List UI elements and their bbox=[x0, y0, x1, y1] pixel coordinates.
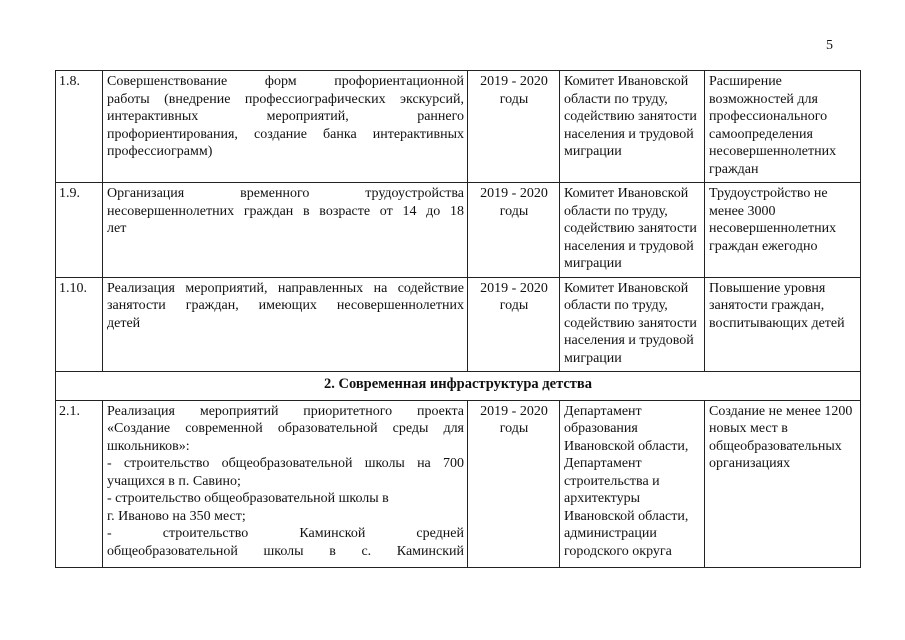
item-period: 2019 - 2020 годы bbox=[468, 71, 560, 183]
description-line: работы (внедрение профессиографических экскурсий, bbox=[107, 91, 464, 107]
item-result: Расширение возможностей для профессионального самоопределения несовершеннолетних граждан bbox=[705, 71, 861, 183]
description-line: «Создание современной образовательной среды для bbox=[107, 421, 464, 436]
item-number: 2.1. bbox=[56, 400, 103, 567]
section-title: 2. Современная инфраструктура детства bbox=[56, 372, 861, 401]
section-header-row bbox=[56, 372, 861, 401]
description-line: г. Иваново на 350 мест; bbox=[107, 508, 246, 524]
item-period: 2019 - 2020 годы bbox=[468, 183, 560, 278]
table-row bbox=[56, 277, 861, 372]
item-organization: Комитет Ивановской области по труду, содействию занятости населения и трудовой миграции bbox=[560, 71, 705, 183]
table-row bbox=[56, 400, 861, 567]
description-line: - строительство общеобразовательной школы в bbox=[107, 491, 389, 506]
item-result: Трудоустройство не менее 3000 несовершеннолетних граждан ежегодно bbox=[705, 183, 861, 278]
table-row bbox=[56, 183, 861, 278]
description-line: школьников»: bbox=[107, 438, 190, 454]
description-line: интерактивных мероприятий, раннего bbox=[107, 109, 464, 124]
description-line: учащихся в п. Савино; bbox=[107, 473, 241, 489]
description-line: Организация временного трудоустройства bbox=[107, 186, 464, 201]
item-period: 2019 - 2020 годы bbox=[468, 277, 560, 372]
item-number: 1.8. bbox=[56, 71, 103, 183]
item-result: Повышение уровня занятости граждан, воспитывающих детей bbox=[705, 277, 861, 372]
item-organization: Комитет Ивановской области по труду, содействию занятости населения и трудовой миграции bbox=[560, 183, 705, 278]
description-line: профориентирования, создание банка интерактивных bbox=[107, 126, 464, 142]
description-line: Совершенствование форм профориентационной bbox=[107, 74, 464, 89]
table-row bbox=[56, 71, 861, 183]
description-line: несовершеннолетних граждан в возрасте от 14 до 18 bbox=[107, 203, 464, 219]
description-line: Реализация мероприятий приоритетного проекта bbox=[107, 403, 464, 419]
description-line: - строительство общеобразовательной школы на 700 bbox=[107, 456, 464, 471]
item-description bbox=[103, 71, 468, 183]
description-line: лет bbox=[107, 221, 127, 236]
item-organization: Комитет Ивановской области по труду, содействию занятости населения и трудовой миграции bbox=[560, 277, 705, 372]
description-line: занятости граждан, имеющих несовершеннолетних bbox=[107, 298, 464, 313]
item-number: 1.9. bbox=[56, 183, 103, 278]
description-line: - строительство Каминской средней bbox=[107, 526, 464, 541]
item-period: 2019 - 2020 годы bbox=[468, 400, 560, 567]
item-organization: Департамент образования Ивановской области, Департамент строительства и архитектуры Ивановской области, администрации городского округа bbox=[560, 400, 705, 567]
item-description bbox=[103, 277, 468, 372]
measures-table bbox=[55, 70, 861, 568]
description-line: детей bbox=[107, 315, 141, 331]
item-description bbox=[103, 400, 468, 567]
item-number: 1.10. bbox=[56, 277, 103, 372]
description-line: профессиограмм) bbox=[107, 144, 213, 159]
item-result: Создание не менее 1200 новых мест в общеобразовательных организациях bbox=[705, 400, 861, 567]
description-line: Реализация мероприятий, направленных на содействие bbox=[107, 280, 464, 296]
item-description bbox=[103, 183, 468, 278]
description-line: общеобразовательной школы в с. Каминский bbox=[107, 543, 464, 559]
page-number: 5 bbox=[826, 38, 833, 53]
